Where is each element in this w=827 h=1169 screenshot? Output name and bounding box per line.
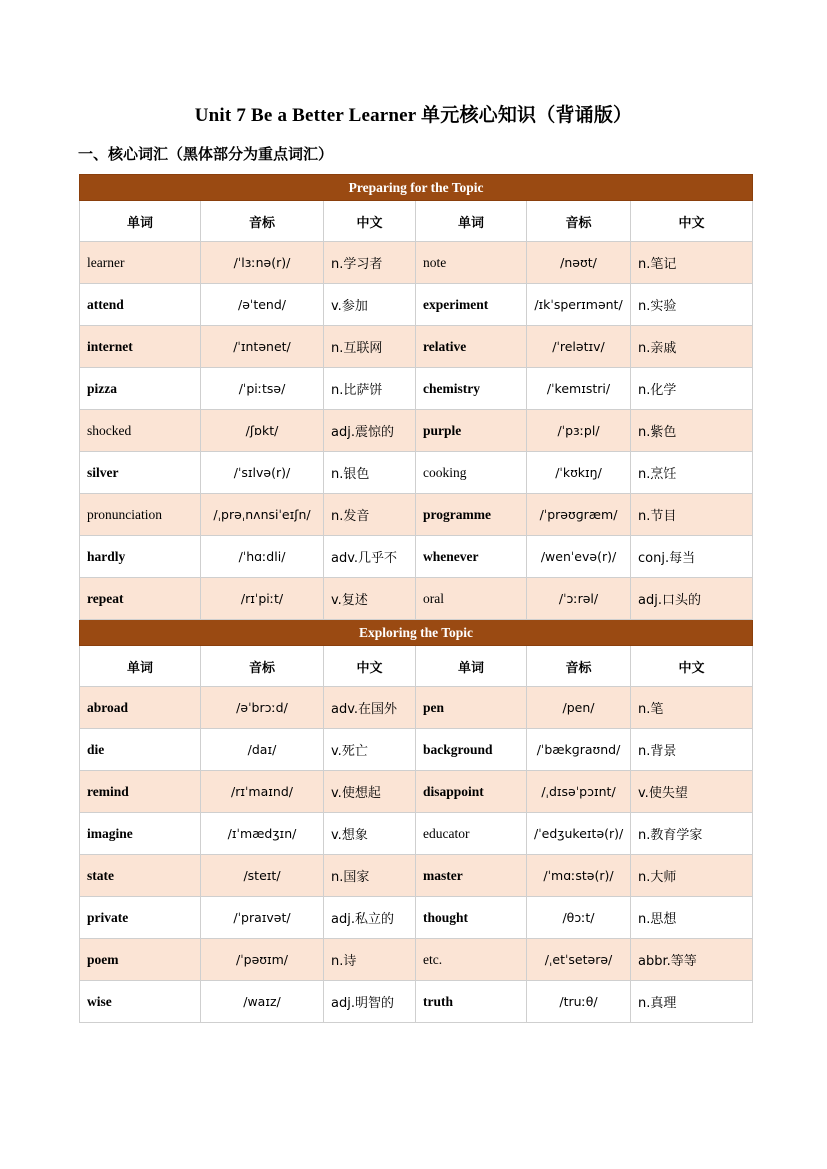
column-header: 音标 — [527, 646, 631, 687]
word-cell: repeat — [80, 578, 201, 620]
meaning-cell: v.想象 — [324, 813, 416, 855]
meaning-cell: n.银色 — [324, 452, 416, 494]
word-cell: shocked — [80, 410, 201, 452]
word-cell: oral — [416, 578, 527, 620]
meaning-cell: n.节目 — [631, 494, 753, 536]
word-cell: poem — [80, 939, 201, 981]
meaning-cell: n.紫色 — [631, 410, 753, 452]
word-cell: cooking — [416, 452, 527, 494]
phonetic-cell: /ˈɔːrəl/ — [527, 578, 631, 620]
table-row — [80, 855, 753, 897]
meaning-cell: n.比萨饼 — [324, 368, 416, 410]
phonetic-cell: /ˈpəʊɪm/ — [201, 939, 324, 981]
word-cell: purple — [416, 410, 527, 452]
phonetic-cell: /truːθ/ — [527, 981, 631, 1023]
word-cell: imagine — [80, 813, 201, 855]
word-cell: silver — [80, 452, 201, 494]
word-cell: attend — [80, 284, 201, 326]
table-row — [80, 494, 753, 536]
phonetic-cell: /ˈbækɡraʊnd/ — [527, 729, 631, 771]
column-header: 单词 — [416, 201, 527, 242]
word-cell: thought — [416, 897, 527, 939]
phonetic-cell: /daɪ/ — [201, 729, 324, 771]
meaning-cell: n.教育学家 — [631, 813, 753, 855]
phonetic-cell: /rɪˈmaɪnd/ — [201, 771, 324, 813]
table-row — [80, 452, 753, 494]
table-row — [80, 813, 753, 855]
meaning-cell: adj.震惊的 — [324, 410, 416, 452]
document-title: Unit 7 Be a Better Learner 单元核心知识（背诵版） — [194, 105, 633, 126]
word-cell: master — [416, 855, 527, 897]
table-row — [80, 939, 753, 981]
phonetic-cell: /ˌetˈsetərə/ — [527, 939, 631, 981]
meaning-cell: v.参加 — [324, 284, 416, 326]
meaning-cell: adj.私立的 — [324, 897, 416, 939]
word-cell: truth — [416, 981, 527, 1023]
phonetic-cell: /ˌprəˌnʌnsiˈeɪʃn/ — [201, 494, 324, 536]
column-header: 中文 — [324, 646, 416, 687]
phonetic-cell: /nəʊt/ — [527, 242, 631, 284]
phonetic-cell: /ʃɒkt/ — [201, 410, 324, 452]
table-row — [80, 284, 753, 326]
column-header: 单词 — [80, 646, 201, 687]
meaning-cell: n.亲戚 — [631, 326, 753, 368]
meaning-cell: v.死亡 — [324, 729, 416, 771]
word-cell: experiment — [416, 284, 527, 326]
phonetic-cell: /ˈsɪlvə(r)/ — [201, 452, 324, 494]
vocabulary-table — [79, 174, 753, 1023]
column-header: 音标 — [201, 201, 324, 242]
column-header: 单词 — [80, 201, 201, 242]
table-row — [80, 536, 753, 578]
meaning-cell: n.化学 — [631, 368, 753, 410]
table-row — [80, 897, 753, 939]
word-cell: state — [80, 855, 201, 897]
column-header: 中文 — [324, 201, 416, 242]
phonetic-cell: /ˌdɪsəˈpɔɪnt/ — [527, 771, 631, 813]
phonetic-cell: /waɪz/ — [201, 981, 324, 1023]
column-header: 单词 — [416, 646, 527, 687]
word-cell: pronunciation — [80, 494, 201, 536]
word-cell: background — [416, 729, 527, 771]
word-cell: pen — [416, 687, 527, 729]
word-cell: disappoint — [416, 771, 527, 813]
word-cell: die — [80, 729, 201, 771]
word-cell: abroad — [80, 687, 201, 729]
meaning-cell: adv.几乎不 — [324, 536, 416, 578]
word-cell: pizza — [80, 368, 201, 410]
phonetic-cell: /ˈkʊkɪŋ/ — [527, 452, 631, 494]
meaning-cell: n.烹饪 — [631, 452, 753, 494]
meaning-cell: conj.每当 — [631, 536, 753, 578]
meaning-cell: n.互联网 — [324, 326, 416, 368]
phonetic-cell: /rɪˈpiːt/ — [201, 578, 324, 620]
word-cell: hardly — [80, 536, 201, 578]
phonetic-cell: /steɪt/ — [201, 855, 324, 897]
column-header: 音标 — [527, 201, 631, 242]
word-cell: chemistry — [416, 368, 527, 410]
phonetic-cell: /ˈhɑːdli/ — [201, 536, 324, 578]
phonetic-cell: /ɪˈmædʒɪn/ — [201, 813, 324, 855]
phonetic-cell: /pen/ — [527, 687, 631, 729]
meaning-cell: n.真理 — [631, 981, 753, 1023]
phonetic-cell: /ˈkemɪstri/ — [527, 368, 631, 410]
phonetic-cell: /wenˈevə(r)/ — [527, 536, 631, 578]
section-title: Exploring the Topic — [80, 620, 753, 646]
meaning-cell: n.诗 — [324, 939, 416, 981]
word-cell: wise — [80, 981, 201, 1023]
meaning-cell: adv.在国外 — [324, 687, 416, 729]
meaning-cell: n.国家 — [324, 855, 416, 897]
section-title: Preparing for the Topic — [80, 175, 753, 201]
column-header: 中文 — [631, 201, 753, 242]
table-row — [80, 687, 753, 729]
word-cell: programme — [416, 494, 527, 536]
meaning-cell: adj.口头的 — [631, 578, 753, 620]
word-cell: educator — [416, 813, 527, 855]
word-cell: internet — [80, 326, 201, 368]
table-row — [80, 368, 753, 410]
table-row — [80, 326, 753, 368]
phonetic-cell: /ˈɪntənet/ — [201, 326, 324, 368]
table-row — [80, 771, 753, 813]
table-row — [80, 981, 753, 1023]
phonetic-cell: /ˈpɜːpl/ — [527, 410, 631, 452]
meaning-cell: v.复述 — [324, 578, 416, 620]
phonetic-cell: /ɪkˈsperɪmənt/ — [527, 284, 631, 326]
phonetic-cell: /ˈrelətɪv/ — [527, 326, 631, 368]
meaning-cell: v.使想起 — [324, 771, 416, 813]
table-row — [80, 242, 753, 284]
phonetic-cell: /ˈpraɪvət/ — [201, 897, 324, 939]
section-heading: 一、核心词汇（黑体部分为重点词汇） — [78, 147, 334, 163]
meaning-cell: n.实验 — [631, 284, 753, 326]
phonetic-cell: /θɔːt/ — [527, 897, 631, 939]
column-header: 中文 — [631, 646, 753, 687]
phonetic-cell: /əˈtend/ — [201, 284, 324, 326]
column-header: 音标 — [201, 646, 324, 687]
meaning-cell: n.笔 — [631, 687, 753, 729]
table-row — [80, 729, 753, 771]
word-cell: remind — [80, 771, 201, 813]
table-row — [80, 410, 753, 452]
meaning-cell: n.背景 — [631, 729, 753, 771]
meaning-cell: n.发音 — [324, 494, 416, 536]
meaning-cell: abbr.等等 — [631, 939, 753, 981]
section-band — [80, 620, 753, 646]
section-band — [80, 175, 753, 201]
phonetic-cell: /əˈbrɔːd/ — [201, 687, 324, 729]
word-cell: whenever — [416, 536, 527, 578]
meaning-cell: v.使失望 — [631, 771, 753, 813]
column-header-row — [80, 201, 753, 242]
word-cell: learner — [80, 242, 201, 284]
meaning-cell: n.学习者 — [324, 242, 416, 284]
phonetic-cell: /ˈprəʊɡræm/ — [527, 494, 631, 536]
phonetic-cell: /ˈlɜːnə(r)/ — [201, 242, 324, 284]
phonetic-cell: /ˈpiːtsə/ — [201, 368, 324, 410]
meaning-cell: n.笔记 — [631, 242, 753, 284]
word-cell: relative — [416, 326, 527, 368]
phonetic-cell: /ˈmɑːstə(r)/ — [527, 855, 631, 897]
word-cell: private — [80, 897, 201, 939]
phonetic-cell: /ˈedʒukeɪtə(r)/ — [527, 813, 631, 855]
word-cell: etc. — [416, 939, 527, 981]
word-cell: note — [416, 242, 527, 284]
table-row — [80, 578, 753, 620]
column-header-row — [80, 646, 753, 687]
meaning-cell: adj.明智的 — [324, 981, 416, 1023]
meaning-cell: n.思想 — [631, 897, 753, 939]
meaning-cell: n.大师 — [631, 855, 753, 897]
